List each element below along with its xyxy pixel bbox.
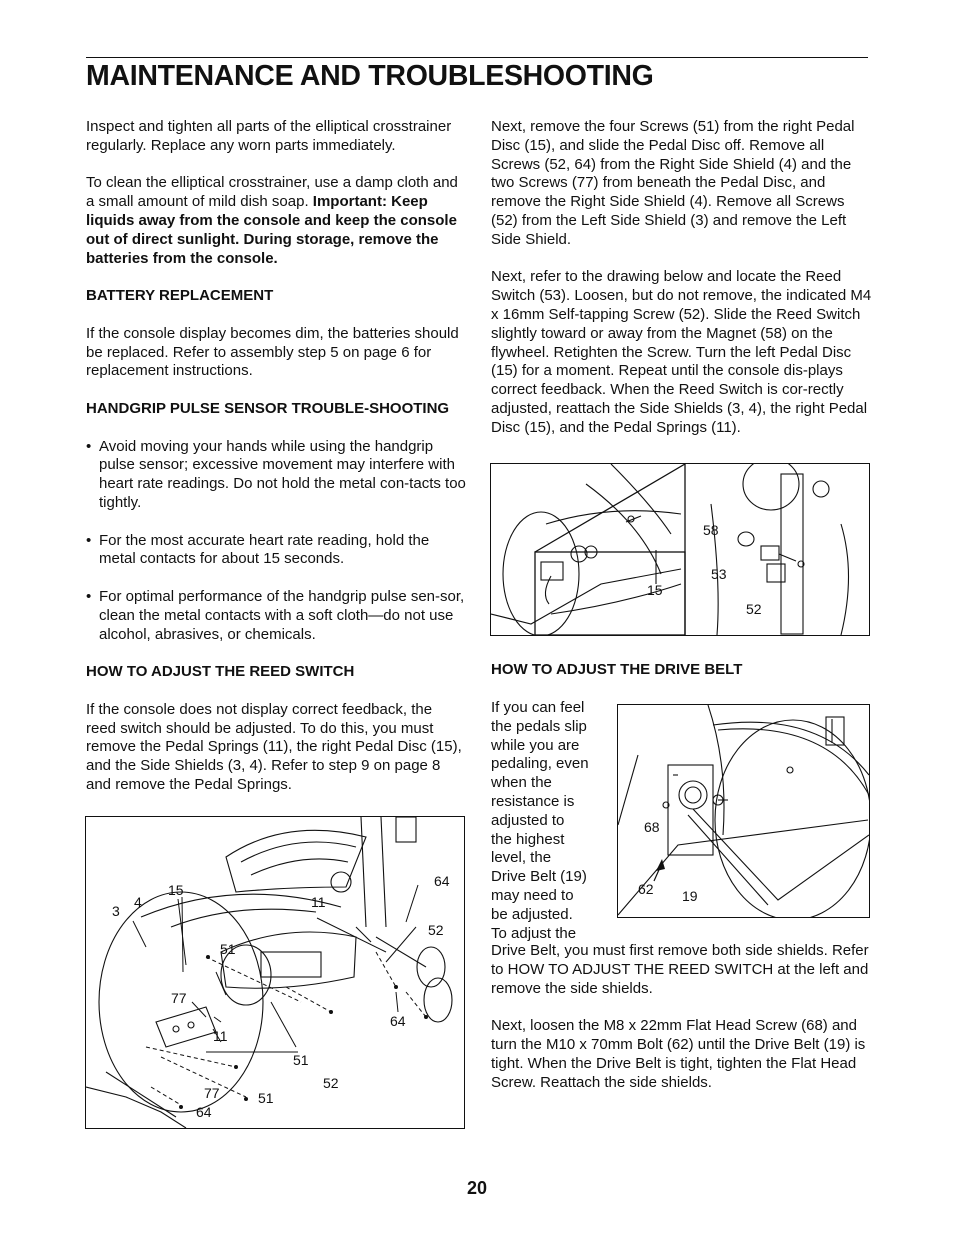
- belt-wrap-line: Drive Belt (19): [491, 868, 587, 886]
- belt-lower-text: [491, 942, 871, 1111]
- cleaning-text: To clean the elliptical crosstrainer, use a damp cloth and a small amount of mild dish soap.: [86, 174, 458, 211]
- list-item: [86, 588, 466, 644]
- reed-switch-drawing: [491, 464, 869, 635]
- cleaning-warning: Important: Keep liquids away from the console and keep the console out of direct sunlight. During storage, remove the batteries from the console.: [86, 193, 457, 267]
- label-11: 11: [311, 894, 326, 910]
- pulse-heading: HANDGRIP PULSE SENSOR TROUBLE-SHOOTING: [86, 399, 450, 417]
- label-77: 77: [204, 1085, 220, 1101]
- label-77: 77: [171, 990, 187, 1006]
- bullet-text: For optimal performance of the handgrip pulse sen-sor, clean the metal contacts with a soft cloth—do not use alcohol, abrasives, or chemicals.: [99, 587, 465, 643]
- bullet-text: For the most accurate heart rate reading, hold the metal contacts for about 15 seconds.: [99, 531, 430, 568]
- belt-wrap-line: the pedals slip: [491, 717, 587, 735]
- label-19: 19: [682, 888, 698, 904]
- bullet-text: Avoid moving your hands while using the handgrip pulse sensor; excessive movement may interfere with heart rate readings. Do not hold the metal con-tacts too tightly.: [99, 437, 466, 511]
- right-column: [491, 118, 873, 456]
- belt-paragraph: Drive Belt, you must first remove both side shields. Refer to HOW TO ADJUST THE REED SWITCH at the left and remove the side shields.: [491, 942, 869, 997]
- cleaning-paragraph: [86, 174, 466, 268]
- label-11: 11: [213, 1028, 228, 1044]
- intro-paragraph: Inspect and tighten all parts of the elliptical crosstrainer regularly. Replace any worn parts immediately.: [86, 118, 452, 154]
- belt-wrap-line: pedaling, even: [491, 755, 589, 773]
- belt-heading-wrapper: [491, 661, 871, 699]
- label-52: 52: [323, 1075, 339, 1091]
- bullet-icon: •: [86, 437, 92, 455]
- belt-wrap-line: may need to: [491, 886, 574, 904]
- belt-wrap-line: while you are: [491, 736, 580, 754]
- label-53: 53: [711, 566, 727, 582]
- belt-wrap-text: [491, 699, 611, 943]
- bullet-icon: •: [86, 531, 92, 549]
- drive-belt-drawing: [618, 705, 869, 917]
- remove-screws-paragraph: Next, remove the four Screws (51) from the right Pedal Disc (15), and slide the Pedal Disc off. Remove all Screws (52, 64) from the Right Side Shield (4) and the two Screws (77) from beneath the Pedal Disc, and remove the Right Side Shield (4). Remove all Screws (52) from the Left Side Shield (3) and remove the Left Side Shield.: [491, 118, 855, 248]
- belt-wrap-line: level, the: [491, 849, 552, 867]
- label-51: 51: [220, 941, 236, 957]
- label-51: 51: [258, 1090, 274, 1106]
- drive-belt-figure: [617, 704, 870, 918]
- reed-paragraph: If the console does not display correct feedback, the reed switch should be adjusted. To do this, you must remove the Pedal Springs (11), the right Pedal Disc (15), and the Side Shields (3, 4). Refer to step 9 on page 8 and remove the Pedal Springs.: [86, 700, 462, 793]
- battery-heading: BATTERY REPLACEMENT: [86, 287, 274, 305]
- label-15: 15: [647, 582, 663, 598]
- battery-paragraph: If the console display becomes dim, the batteries should be replaced. Refer to assembly step 5 on page 6 for replacement instructions.: [86, 324, 459, 380]
- label-52: 52: [746, 601, 762, 617]
- belt-wrap-line: resistance is: [491, 792, 575, 810]
- reed-locate-paragraph: Next, refer to the drawing below and locate the Reed Switch (53). Loosen, but do not remove, the indicated M4 x 16mm Self-tapping Screw (52). Slide the Reed Switch slightly toward or away from the Magnet (58) on the flywheel. Retighten the Screw. Turn the left Pedal Disc (15) for a moment. Repeat until the console dis-plays correct feedback. When the Reed Switch is cor-rectly adjusted, reattach the Side Shields (3, 4), the right Pedal Disc (15), and the Pedal Springs (11).: [491, 268, 872, 436]
- page-title: MAINTENANCE AND TROUBLESHOOTING: [86, 60, 654, 92]
- belt-wrap-line: adjusted to: [491, 811, 565, 829]
- label-4: 4: [134, 894, 142, 910]
- label-64: 64: [390, 1013, 406, 1029]
- reed-switch-figure: [490, 463, 870, 636]
- label-64: 64: [434, 873, 450, 889]
- belt-wrap-line: when the: [491, 774, 552, 792]
- bullet-icon: •: [86, 587, 92, 605]
- belt-tighten-paragraph: Next, loosen the M8 x 22mm Flat Head Screw (68) and turn the M10 x 70mm Bolt (62) until the Drive Belt (19) is tight. When the Drive Belt is tight, tighten the Flat Head Screw. Reattach the side shields.: [491, 1017, 866, 1091]
- label-58: 58: [703, 522, 719, 538]
- label-52: 52: [428, 922, 444, 938]
- side-shield-figure: [85, 816, 465, 1129]
- label-51: 51: [293, 1052, 309, 1068]
- label-3: 3: [112, 903, 120, 919]
- reed-heading: HOW TO ADJUST THE REED SWITCH: [86, 663, 355, 681]
- left-column: [86, 118, 466, 813]
- title-rule: [86, 57, 868, 58]
- belt-wrap-line: be adjusted.: [491, 905, 573, 923]
- belt-wrap-line: To adjust the: [491, 924, 577, 942]
- belt-wrap-line: If you can feel: [491, 699, 585, 716]
- label-64: 64: [196, 1104, 212, 1120]
- label-68: 68: [644, 819, 660, 835]
- page-number: 20: [466, 1178, 488, 1198]
- side-shield-drawing: [86, 817, 464, 1128]
- list-item: [86, 438, 466, 513]
- list-item: [86, 532, 466, 570]
- label-62: 62: [638, 881, 654, 897]
- belt-heading: HOW TO ADJUST THE DRIVE BELT: [491, 661, 743, 678]
- label-15: 15: [168, 882, 184, 898]
- belt-wrap-line: the highest: [491, 830, 565, 848]
